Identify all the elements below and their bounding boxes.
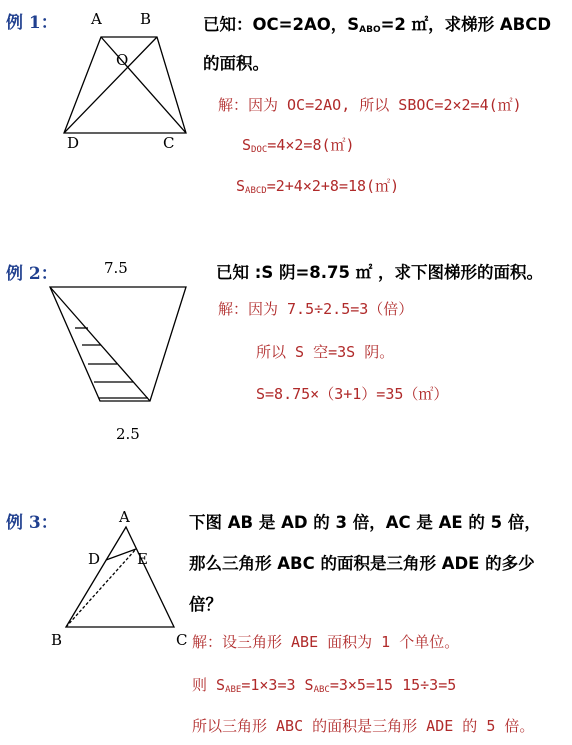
point-d-label: D (67, 134, 80, 152)
example-1-solution-line-3: $S_{ABCD}=2+4\times 2+8=18(㎡)$ (236, 177, 400, 196)
example-3-label: 例 3： (6, 513, 58, 533)
example-2-solution-line-1: 解：因为 7.5÷2.5=3（倍） (218, 300, 414, 318)
point-e-label: E (137, 550, 148, 568)
example-3-problem-line-3: 倍？ (189, 595, 222, 614)
example-3-solution-line-1: 解：设三角形 ABE 面积为 1 个单位。 (192, 633, 460, 651)
shade-diagonal (50, 287, 150, 401)
example-2-label: 例 2： (6, 264, 58, 284)
point-c-label: C (176, 631, 188, 649)
example-1-problem-line-2: 的面积。 (203, 54, 269, 73)
segment-be-dashed (66, 549, 136, 627)
example-3-solution-line-3: 所以三角形 ABC 的面积是三角形 ADE 的 5 倍。 (192, 717, 535, 735)
example-1-solution-line-1: 解：因为 OC=2AO, 所以 SBOC=2×2=4(㎡) (218, 96, 522, 114)
point-a-label: A (119, 508, 130, 526)
example-1-label: 例 1： (6, 13, 58, 33)
example-1-problem-line-1: 已知：OC=2AO，$S_{ABO}=2$ ㎡，求梯形 ABCD (203, 15, 552, 35)
point-o-label: O (116, 51, 129, 69)
example-1-solution-line-2: $S_{DOC}=4\times 2=8(㎡)$ (242, 136, 355, 155)
top-base-value: 7.5 (104, 259, 128, 277)
point-d-label: D (88, 550, 101, 568)
point-b-label: B (140, 10, 152, 28)
bottom-base-value: 2.5 (116, 425, 140, 443)
example-2-solution-line-2: 所以 S 空=3S 阴。 (256, 343, 395, 361)
example-3-problem-line-2: 那么三角形 ABC 的面积是三角形 ADE 的多少 (189, 554, 535, 573)
triangle-abc (66, 527, 174, 627)
point-a-label: A (91, 10, 102, 28)
example-2-trapezoid-figure (50, 287, 186, 401)
trapezoid-outline (50, 287, 186, 401)
example-3-triangle-figure (66, 527, 174, 627)
example-2-solution-line-3: S=8.75×（3+1）=35（㎡） (256, 385, 449, 403)
example-2-problem-line-1: 已知 :S 阴=8.75 ㎡ ，求下图梯形的面积。 (216, 263, 543, 282)
point-b-label: B (51, 631, 63, 649)
point-c-label: C (163, 134, 175, 152)
example-3-problem-line-1: 下图 AB 是 AD 的 3 倍，AC 是 AE 的 5 倍， (189, 513, 541, 532)
example-3-solution-line-2: 则 $S_{ABE}=1\times 3=3$ $S_{ABC}=3\times 5=15$ 15÷3=5 (192, 676, 457, 695)
